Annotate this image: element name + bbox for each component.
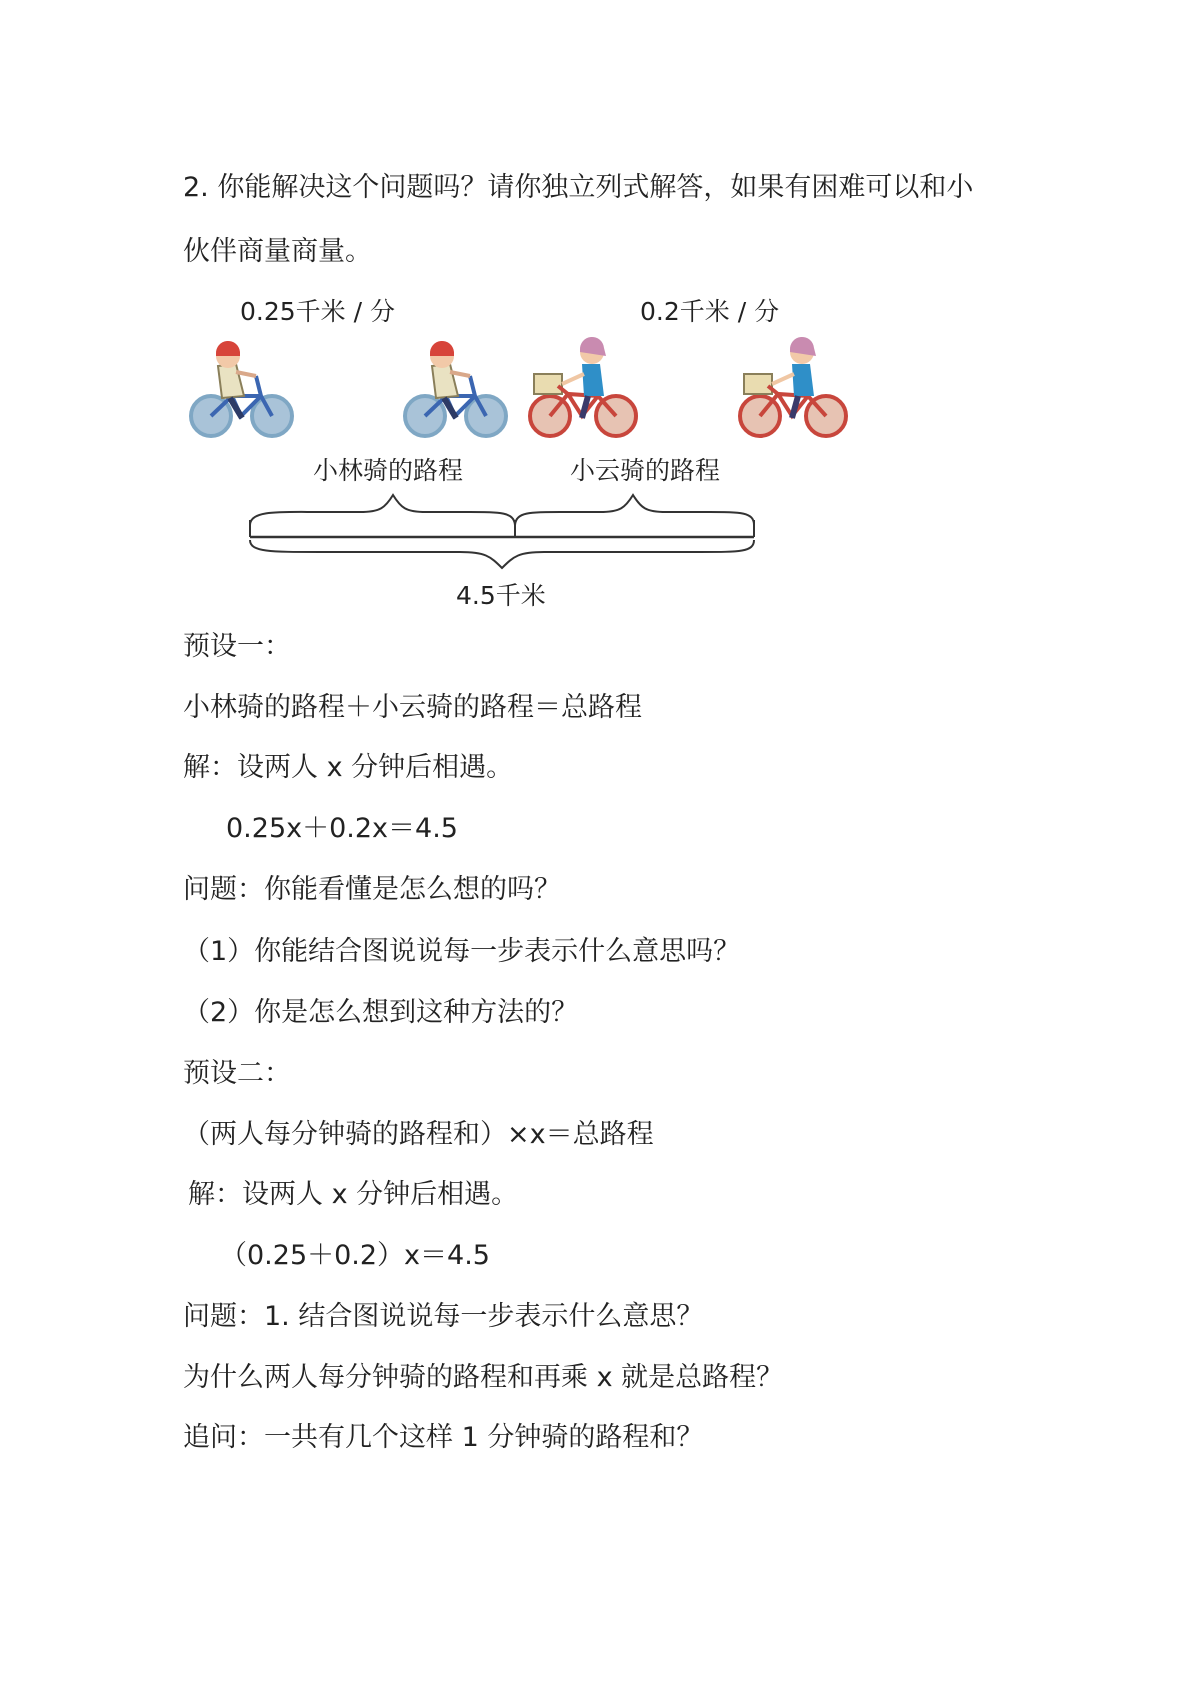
preset2-equation: （0.25＋0.2）x＝4.5	[220, 1240, 490, 1271]
total-distance-label: 4.5千米	[456, 581, 546, 610]
boy-cyclist-icon	[400, 336, 510, 442]
preset1-question: 问题：你能看懂是怎么想的吗？	[183, 874, 561, 905]
top-brace-left	[250, 495, 515, 525]
question-line-2: 伙伴商量商量。	[183, 236, 372, 267]
preset1-q1: （1）你能结合图说说每一步表示什么意思吗？	[183, 936, 741, 967]
preset2-why: 为什么两人每分钟骑的路程和再乘 x 就是总路程？	[183, 1362, 784, 1393]
speed-left-label: 0.25千米 / 分	[240, 297, 395, 326]
bottom-brace	[250, 540, 754, 568]
question-line-1: 2. 你能解决这个问题吗？请你独立列式解答，如果有困难可以和小	[183, 172, 974, 203]
preset2-relation: （两人每分钟骑的路程和）×x＝总路程	[183, 1119, 654, 1150]
preset1-title: 预设一：	[183, 631, 291, 662]
speed-right-label: 0.2千米 / 分	[640, 297, 780, 326]
boy-cyclist-icon	[186, 336, 296, 442]
preset2-title: 预设二：	[183, 1058, 291, 1089]
preset1-equation: 0.25x＋0.2x＝4.5	[226, 813, 458, 844]
preset1-solution: 解：设两人 x 分钟后相遇。	[183, 752, 514, 783]
preset1-q2: （2）你是怎么想到这种方法的？	[183, 997, 579, 1028]
girl-cyclist-icon	[738, 334, 848, 442]
girl-cyclist-icon	[528, 334, 638, 442]
top-brace-right	[515, 495, 754, 525]
label-lin-distance: 小林骑的路程	[313, 456, 464, 485]
distance-diagram	[240, 490, 800, 590]
preset2-question: 问题：1. 结合图说说每一步表示什么意思？	[183, 1301, 704, 1332]
label-yun-distance: 小云骑的路程	[570, 456, 721, 485]
preset2-follow-up: 追问：一共有几个这样 1 分钟骑的路程和？	[183, 1422, 704, 1453]
preset2-solution: 解：设两人 x 分钟后相遇。	[188, 1179, 519, 1210]
preset1-relation: 小林骑的路程＋小云骑的路程＝总路程	[183, 692, 642, 723]
